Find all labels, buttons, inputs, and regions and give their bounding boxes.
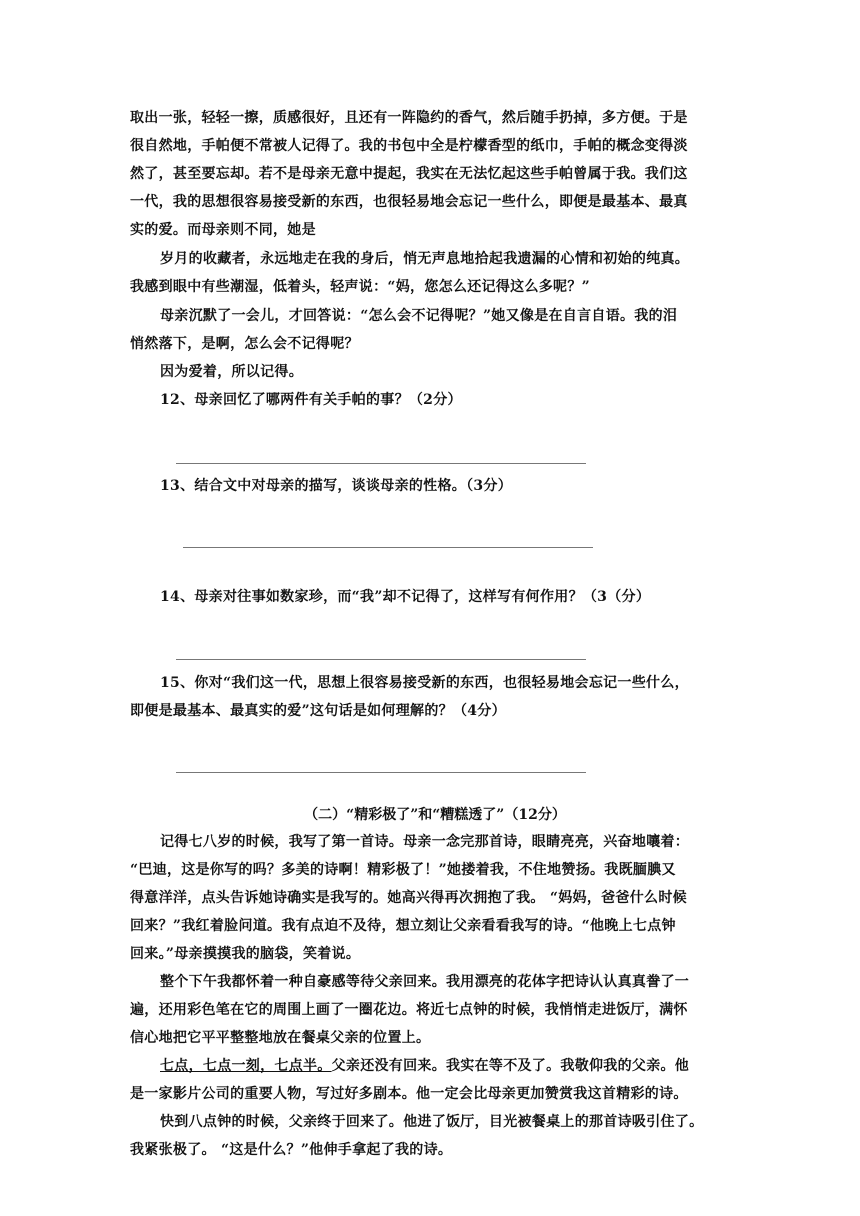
- passage-line: [160, 1056, 770, 1076]
- passage-line: 岁月的收藏者，永远地走在我的身后，悄无声息地拾起我遗漏的心情和初始的纯真。: [160, 251, 690, 267]
- question-15-line1: 15、你对“我们这一代，思想上很容易接受新的东西，也很轻易地会忘记一些什么，: [160, 675, 689, 691]
- passage-line: 很自然地，手帕便不常被人记得了。我的书包中全是柠檬香型的纸巾，手帕的概念变得淡: [130, 138, 688, 154]
- passage-line: 信心地把它平平整整地放在餐桌父亲的位置上。: [130, 1030, 431, 1046]
- passage-line: 回来？”我红着脸问道。我有点迫不及待，想立刻让父亲看看我写的诗。“他晚上七点钟: [130, 918, 676, 934]
- passage-line: “巴迪，这是你写的吗？多美的诗啊！精彩极了！”她搂着我，不住地赞扬。我既腼腆又: [130, 862, 676, 878]
- passage-text: 父亲还没有回来。我实在等不及了。我敬仰我的父亲。他: [331, 1058, 690, 1074]
- question-14: 14、母亲对往事如数家珍，而“我”却不记得了，这样写有何作用？（3（分）: [160, 589, 651, 605]
- passage-line: 一代，我的思想很容易接受新的东西，也很轻易地会忘记一些什么，即便是最基本、最真: [130, 194, 688, 210]
- underlined-time-phrase: 七点，七点一刻，七点半。: [160, 1058, 332, 1074]
- passage-line: 因为爱着，所以记得。: [160, 364, 303, 380]
- question-13: 13、结合文中对母亲的描写，谈谈母亲的性格。（3分）: [160, 478, 513, 494]
- answer-line-14[interactable]: [176, 659, 586, 660]
- passage-line: 悄然落下，是啊，怎么会不记得呢？: [130, 336, 359, 352]
- passage-line: 快到八点钟的时候，父亲终于回来了。他进了饭厅，目光被餐桌上的那首诗吸引住了。: [160, 1114, 704, 1130]
- passage-line: 然了，甚至要忘却。若不是母亲无意中提起，我实在无法忆起这些手帕曾属于我。我们这: [130, 166, 688, 182]
- answer-line-13[interactable]: [183, 547, 593, 548]
- passage-line: 记得七八岁的时候，我写了第一首诗。母亲一念完那首诗，眼睛亮亮，兴奋地嚷着：: [160, 834, 690, 850]
- passage-line: 实的爱。而母亲则不同，她是: [130, 222, 316, 238]
- passage-line: 遍，还用彩色笔在它的周围上画了一圈花边。将近七点钟的时候，我悄悄走进饭厅，满怀: [130, 1002, 688, 1018]
- passage-line: 是一家影片公司的重要人物，写过好多剧本。他一定会比母亲更加赞赏我这首精彩的诗。: [130, 1086, 688, 1102]
- answer-line-12[interactable]: [176, 463, 586, 464]
- passage-line: 母亲沉默了一会儿，才回答说：“怎么会不记得呢？”她又像是在自言自语。我的泪: [160, 308, 678, 324]
- answer-line-15[interactable]: [176, 772, 586, 773]
- passage-line: 我感到眼中有些潮湿，低着头，轻声说：“妈，您怎么还记得这么多呢？”: [130, 279, 591, 295]
- passage-line: 得意洋洋，点头告诉她诗确实是我写的。她高兴得再次拥抱了我。 “妈妈，爸爸什么时候: [130, 890, 687, 906]
- passage-line: 回来。”母亲摸摸我的脑袋，笑着说。: [130, 946, 361, 962]
- question-15-line2: 即便是最基本、最真实的爱”这句话是如何理解的？（4分）: [130, 703, 506, 719]
- passage-line: 取出一张，轻轻一擦，质感很好，且还有一阵隐约的香气，然后随手扔掉，多方便。于是: [130, 110, 688, 126]
- question-12: 12、母亲回忆了哪两件有关手帕的事？（2分）: [160, 392, 462, 408]
- passage-line: 整个下午我都怀着一种自豪感等待父亲回来。我用漂亮的花体字把诗认认真真誊了一: [160, 974, 690, 990]
- section-title: （二）“精彩极了”和“糟糕透了”（12分）: [304, 807, 566, 823]
- passage-line: 我紧张极了。 “这是什么？”他伸手拿起了我的诗。: [130, 1142, 453, 1158]
